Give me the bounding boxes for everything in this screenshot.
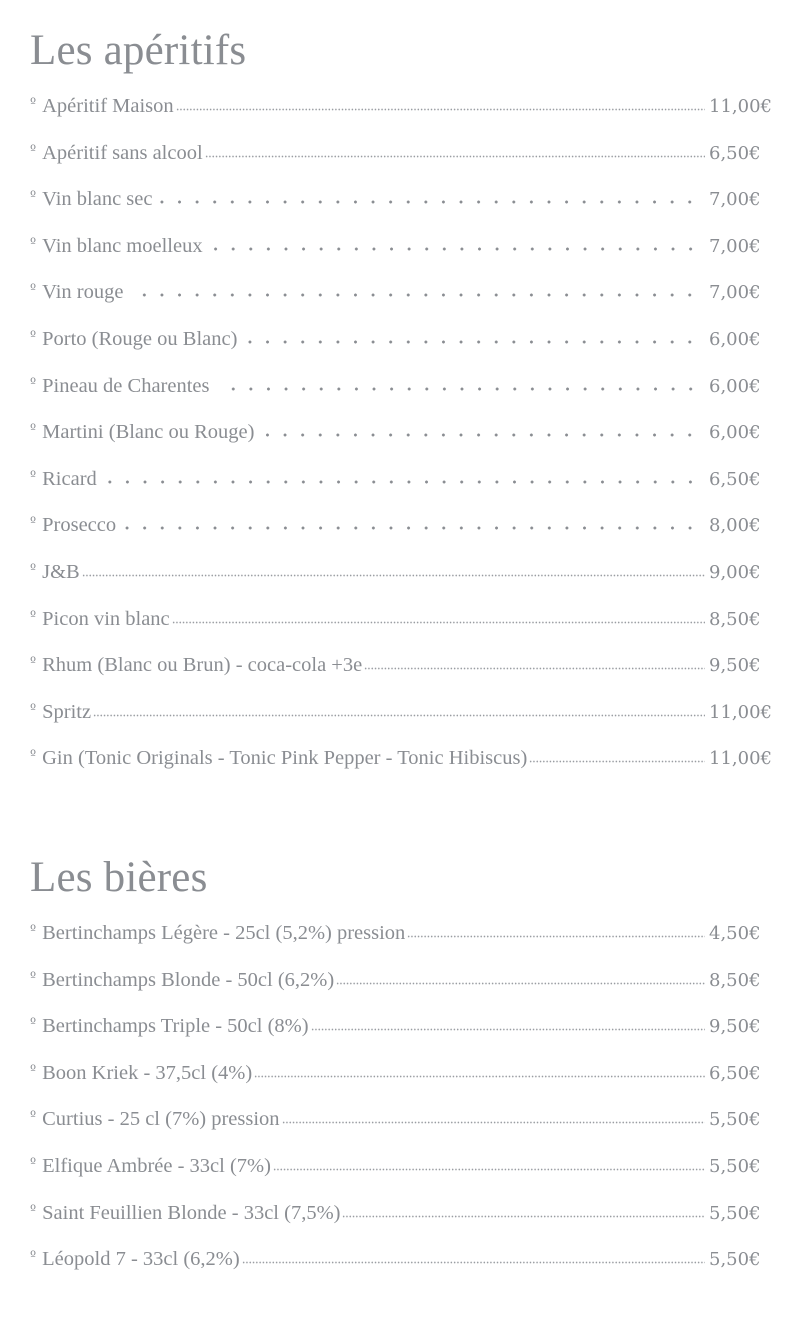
dot-leader: [105, 480, 699, 484]
menu-item: [30, 94, 775, 141]
dot-leader: [124, 526, 699, 530]
item-bullet: º: [30, 468, 37, 484]
item-price: 6,00€: [709, 375, 761, 397]
dot-leader: [160, 200, 699, 204]
menu-item: [30, 467, 775, 514]
aperitifs-title: Les apéritifs: [30, 27, 247, 74]
item-name: Boon Kriek - 37,5cl (4%): [42, 1061, 253, 1084]
aperitifs-list: [30, 94, 775, 793]
item-name: Bertinchamps Légère - 25cl (5,2%) pression: [42, 922, 406, 944]
item-name: Léopold 7 - 33cl (6,2%): [42, 1248, 240, 1271]
menu-item: [30, 921, 775, 968]
bieres-title: Les bières: [30, 854, 208, 901]
dot-leader: [205, 154, 705, 158]
item-bullet: º: [30, 608, 37, 624]
dot-leader: [529, 759, 705, 763]
item-price: 7,00€: [709, 282, 761, 304]
item-name: Martini (Blanc ou Rouge): [42, 421, 255, 444]
item-bullet: º: [30, 515, 37, 531]
item-name: Apéritif Maison: [42, 95, 174, 117]
menu-item: [30, 607, 775, 654]
item-price: 6,50€: [709, 468, 761, 490]
menu-item: [30, 1154, 775, 1201]
menu-item: [30, 420, 775, 467]
dot-leader: [311, 1027, 705, 1031]
menu-item: [30, 1014, 775, 1061]
item-bullet: º: [30, 235, 37, 251]
item-price: 5,50€: [709, 1109, 761, 1131]
menu-item: [30, 187, 775, 234]
item-bullet: º: [30, 1062, 37, 1078]
item-name: Apéritif sans alcool: [42, 141, 203, 164]
item-bullet: º: [30, 189, 37, 205]
item-price: 6,00€: [709, 422, 761, 444]
menu-item: [30, 280, 775, 327]
bieres-list: [30, 921, 775, 1294]
dot-leader: [407, 934, 705, 938]
item-name: Pineau de Charentes: [42, 374, 210, 397]
dot-leader: [262, 433, 699, 437]
item-price: 6,50€: [709, 1062, 761, 1084]
menu-item: [30, 700, 775, 747]
item-name: Vin blanc sec: [42, 188, 153, 211]
item-price: 4,50€: [709, 923, 761, 944]
item-name: Curtius - 25 cl (7%) pression: [42, 1108, 280, 1131]
dot-leader: [282, 1120, 705, 1124]
menu-item: [30, 1061, 775, 1108]
item-bullet: º: [30, 748, 37, 764]
aperitifs-section: [30, 26, 775, 793]
item-price: 7,00€: [709, 189, 761, 211]
item-name: J&B: [42, 560, 80, 583]
item-bullet: º: [30, 561, 37, 577]
item-name: Bertinchamps Blonde - 50cl (6,2%): [42, 968, 335, 991]
item-name: Gin (Tonic Originals - Tonic Pink Pepper - Tonic Hibiscus): [42, 747, 528, 770]
dot-leader: [273, 1167, 705, 1171]
item-name: Porto (Rouge ou Blanc): [42, 327, 238, 350]
bieres-section: [30, 853, 775, 1294]
menu-item: [30, 327, 775, 374]
dot-leader: [176, 107, 705, 111]
item-price: 9,50€: [709, 1016, 761, 1038]
menu-item: [30, 374, 775, 421]
item-name: Elfique Ambrée - 33cl (7%): [42, 1154, 271, 1177]
item-bullet: º: [30, 1016, 37, 1032]
item-price: 6,00€: [709, 328, 761, 350]
item-price: 9,00€: [709, 561, 761, 583]
menu-item: [30, 1201, 775, 1248]
dot-leader: [245, 340, 699, 344]
dot-leader: [218, 387, 700, 391]
dot-leader: [172, 620, 705, 624]
item-bullet: º: [30, 923, 37, 938]
dot-leader: [342, 1214, 705, 1218]
item-price: 7,00€: [709, 235, 761, 257]
item-price: 5,50€: [709, 1202, 761, 1224]
item-name: Rhum (Blanc ou Brun) - coca-cola +3e: [42, 654, 363, 677]
dot-leader: [131, 293, 699, 297]
dot-leader: [364, 666, 705, 670]
item-price: 8,50€: [709, 608, 761, 630]
item-name: Saint Feuillien Blonde - 33cl (7,5%): [42, 1201, 341, 1224]
menu-item: [30, 653, 775, 700]
item-bullet: º: [30, 375, 37, 391]
menu-item: [30, 1107, 775, 1154]
item-name: Picon vin blanc: [42, 607, 170, 630]
item-price: 11,00€: [709, 748, 772, 770]
item-price: 11,00€: [709, 701, 772, 723]
item-name: Spritz: [42, 700, 92, 723]
dot-leader: [242, 1260, 705, 1264]
menu-item: [30, 513, 775, 560]
item-bullet: º: [30, 328, 37, 344]
item-name: Prosecco: [42, 514, 117, 537]
item-bullet: º: [30, 96, 37, 111]
item-bullet: º: [30, 422, 37, 438]
dot-leader: [211, 247, 699, 251]
menu-item: [30, 234, 775, 281]
dot-leader: [93, 713, 705, 717]
item-bullet: º: [30, 142, 37, 158]
dot-leader: [254, 1074, 705, 1078]
item-name: Ricard: [42, 467, 97, 490]
menu-item: [30, 141, 775, 188]
menu-item: [30, 746, 775, 793]
item-name: Bertinchamps Triple - 50cl (8%): [42, 1015, 309, 1038]
item-bullet: º: [30, 1155, 37, 1171]
item-bullet: º: [30, 655, 37, 671]
item-price: 9,50€: [709, 655, 761, 677]
item-name: Vin rouge: [42, 281, 124, 304]
item-price: 8,00€: [709, 515, 761, 537]
item-price: 11,00€: [709, 96, 772, 117]
item-name: Vin blanc moelleux: [42, 234, 203, 257]
item-bullet: º: [30, 1109, 37, 1125]
dot-leader: [82, 573, 705, 577]
item-price: 5,50€: [709, 1155, 761, 1177]
item-price: 6,50€: [709, 142, 761, 164]
item-bullet: º: [30, 969, 37, 985]
item-bullet: º: [30, 282, 37, 298]
item-price: 5,50€: [709, 1249, 761, 1271]
menu-item: [30, 968, 775, 1015]
item-bullet: º: [30, 701, 37, 717]
menu-item: [30, 1247, 775, 1294]
item-bullet: º: [30, 1202, 37, 1218]
dot-leader: [336, 981, 705, 985]
menu-item: [30, 560, 775, 607]
item-price: 8,50€: [709, 969, 761, 991]
item-bullet: º: [30, 1249, 37, 1265]
